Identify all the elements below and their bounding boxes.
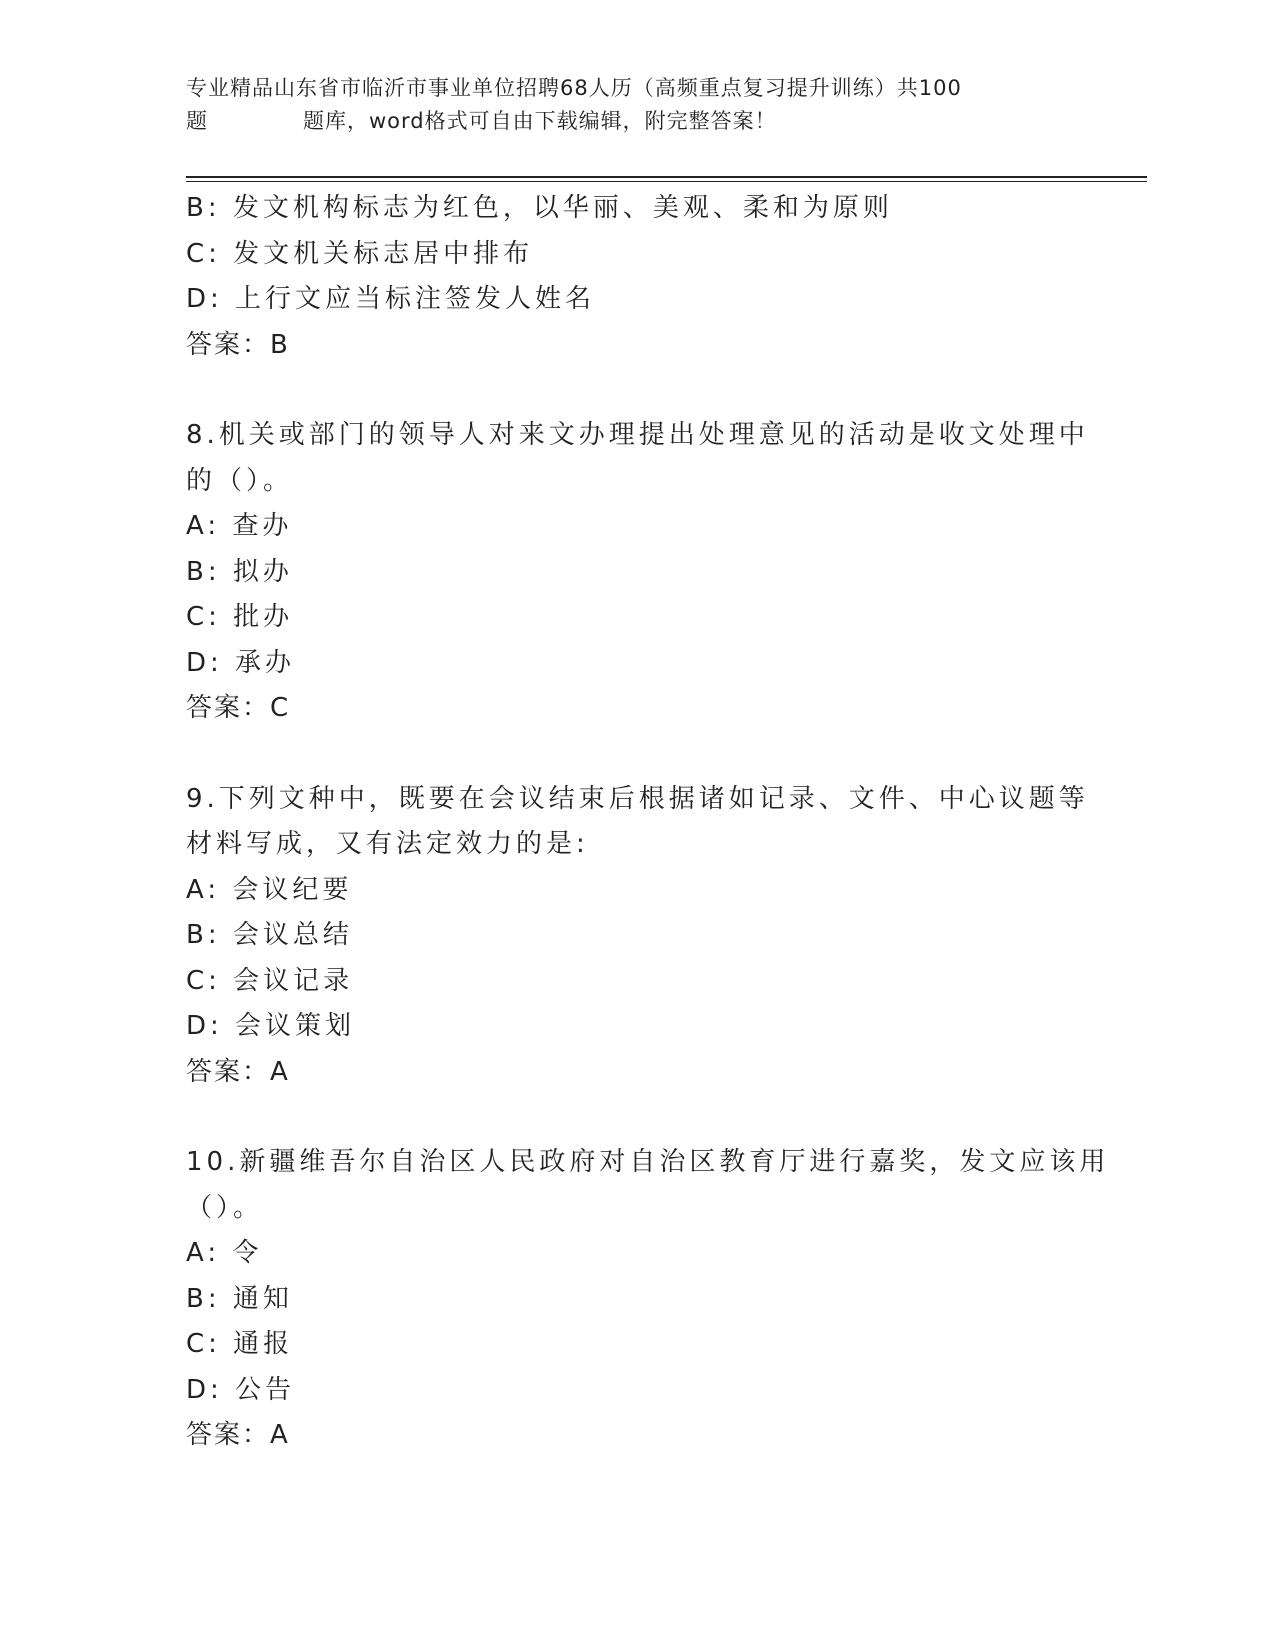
option-c: C: 批办: [186, 602, 294, 632]
header-title-line-1: 专业精品山东省市临沂市事业单位招聘68人历（高频重点复习提升训练）共100: [186, 76, 962, 100]
option-a: A: 令: [186, 1238, 263, 1268]
document-header: [186, 72, 1066, 138]
answer: 答案：A: [186, 1056, 290, 1087]
question-block-8: [186, 413, 1089, 732]
option-b: B: 拟办: [186, 556, 293, 587]
header-title-line-2: [186, 105, 1066, 138]
question-text-line-1: 9.下列文种中，既要在会议结束后根据诸如记录、文件、中心议题等: [186, 783, 1089, 814]
option-b: B: 发文机构标志为红色，以华丽、美观、柔和为原则: [186, 193, 893, 223]
option-c: C: 通报: [186, 1329, 294, 1359]
header-title-line-2-start: 题: [186, 109, 208, 133]
option-c: C: 会议记录: [186, 965, 354, 996]
answer: 答案：A: [186, 1420, 290, 1450]
question-block-7-continued: [186, 186, 1086, 368]
question-text-line-2: 材料写成，又有法定效力的是:: [186, 829, 589, 859]
option-d: D: 会议策划: [186, 1011, 356, 1041]
option-d: D: 上行文应当标注签发人姓名: [186, 284, 596, 314]
question-text-line-1: 10.新疆维吾尔自治区人民政府对自治区教育厅进行嘉奖，发文应该用: [186, 1147, 1110, 1177]
header-divider-thick: [186, 176, 1147, 178]
question-text-line-1: 8.机关或部门的领导人对来文办理提出处理意见的活动是收文处理中: [186, 420, 1089, 450]
question-text-line-2: 的（）。: [186, 465, 294, 496]
header-title-line-2-rest: 题库，word格式可自由下载编辑，附完整答案！: [303, 109, 777, 133]
option-d: D: 公告: [186, 1374, 296, 1405]
option-d: D: 承办: [186, 647, 296, 678]
question-text-line-2: （）。: [186, 1192, 264, 1223]
option-a: A: 会议纪要: [186, 874, 353, 905]
option-c: C: 发文机关标志居中排布: [186, 238, 534, 269]
question-block-9: [186, 777, 1089, 1096]
option-b: B: 通知: [186, 1283, 293, 1314]
document-body: [186, 186, 1110, 1459]
option-a: A: 查办: [186, 511, 293, 541]
answer: 答案：C: [186, 693, 291, 723]
question-block-10: [186, 1140, 1110, 1459]
option-b: B: 会议总结: [186, 920, 353, 950]
header-divider-thin: [186, 181, 1147, 182]
answer: 答案：B: [186, 329, 290, 360]
